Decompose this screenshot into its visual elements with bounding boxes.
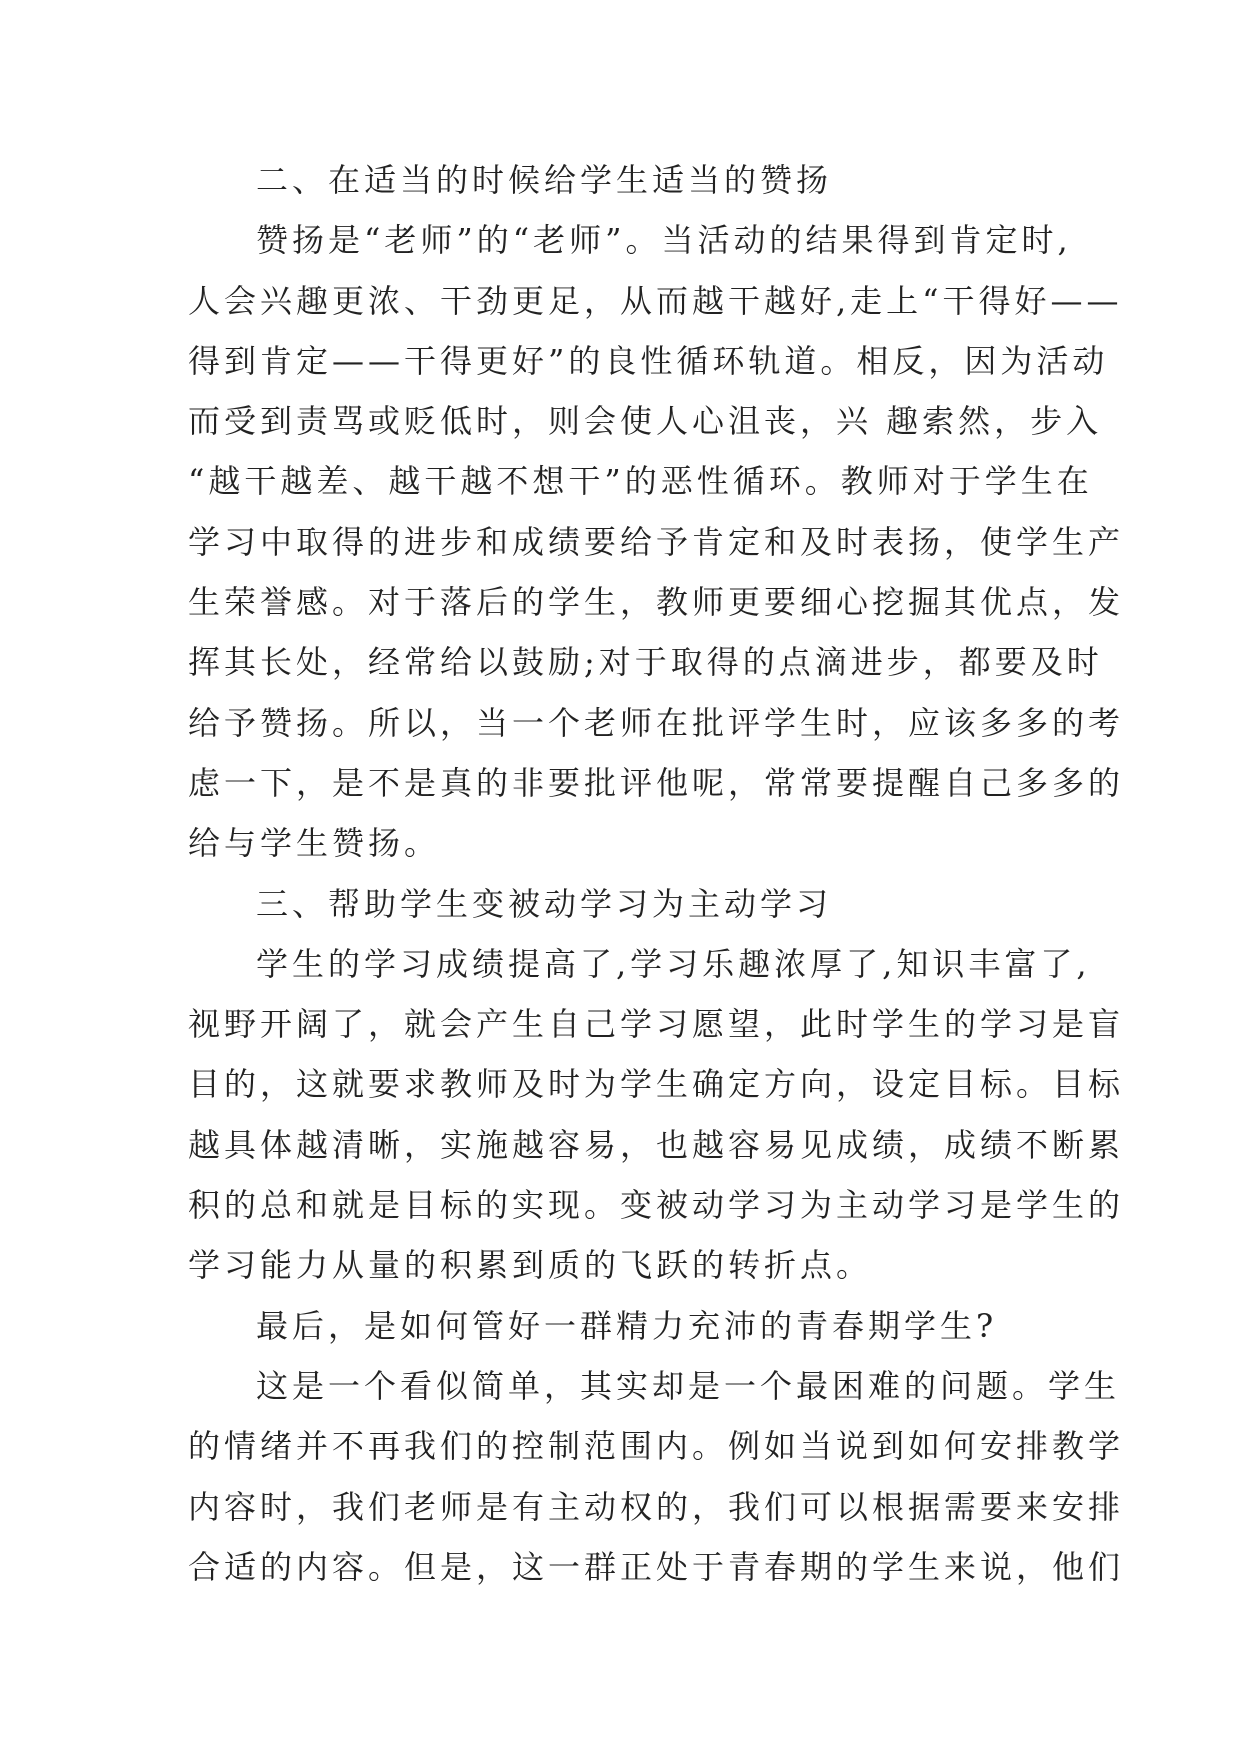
paragraph-line: 挥其长处，经常给以鼓励;对于取得的点滴进步，都要及时 [188,643,1103,682]
paragraph-line: 学习中取得的进步和成绩要给予肯定和及时表扬，使学生产 [188,522,1125,561]
paragraph-line: 学习能力从量的积累到质的飞跃的转折点。 [188,1246,873,1285]
paragraph-line: 生荣誉感。对于落后的学生，教师更要细心挖掘其优点，发 [188,583,1125,622]
paragraph-line: 得到肯定——干得更好”的良性循环轨道。相反，因为活动 [188,341,1109,380]
paragraph-line: 合适的内容。但是，这一群正处于青春期的学生来说，他们 [188,1547,1125,1586]
paragraph-line: 给与学生赞扬。 [188,824,441,863]
paragraph-line: 虑一下，是不是真的非要批评他呢，常常要提醒自己多多的 [188,763,1125,802]
paragraph-line: 人会兴趣更浓、干劲更足，从而越干越好,走上“干得好—— [188,281,1123,320]
paragraph-line: 给予赞扬。所以，当一个老师在批评学生时，应该多多的考 [188,703,1125,742]
document-body [188,150,1125,1597]
paragraph-line: 积的总和就是目标的实现。变被动学习为主动学习是学生的 [188,1186,1125,1225]
section-heading-2: 二、在适当的时候给学生适当的赞扬 [256,161,833,199]
section-heading-final: 最后，是如何管好一群精力充沛的青春期学生? [256,1306,998,1345]
paragraph-line: 越具体越清晰，实施越容易，也越容易见成绩，成绩不断累 [188,1125,1125,1164]
section-heading-3: 三、帮助学生变被动学习为主动学习 [256,884,833,923]
paragraph-line: 而受到责骂或贬低时，则会使人心沮丧，兴 趣索然，步入 [188,402,1103,441]
paragraph-line: 目的，这就要求教师及时为学生确定方向，设定目标。目标 [188,1065,1125,1104]
paragraph-line: 学生的学习成绩提高了,学习乐趣浓厚了,知识丰富了, [256,944,1091,983]
paragraph-line: 的情绪并不再我们的控制范围内。例如当说到如何安排教学 [188,1427,1125,1466]
paragraph-line: 赞扬是“老师”的“老师”。当活动的结果得到肯定时, [256,221,1072,260]
paragraph-line: “越干越差、越干越不想干”的恶性循环。教师对于学生在 [188,462,1093,501]
paragraph-line: 视野开阔了，就会产生自己学习愿望，此时学生的学习是盲 [188,1005,1125,1044]
paragraph-line: 这是一个看似简单，其实却是一个最困难的问题。学生 [256,1366,1121,1405]
paragraph-line: 内容时，我们老师是有主动权的，我们可以根据需要来安排 [188,1487,1125,1526]
